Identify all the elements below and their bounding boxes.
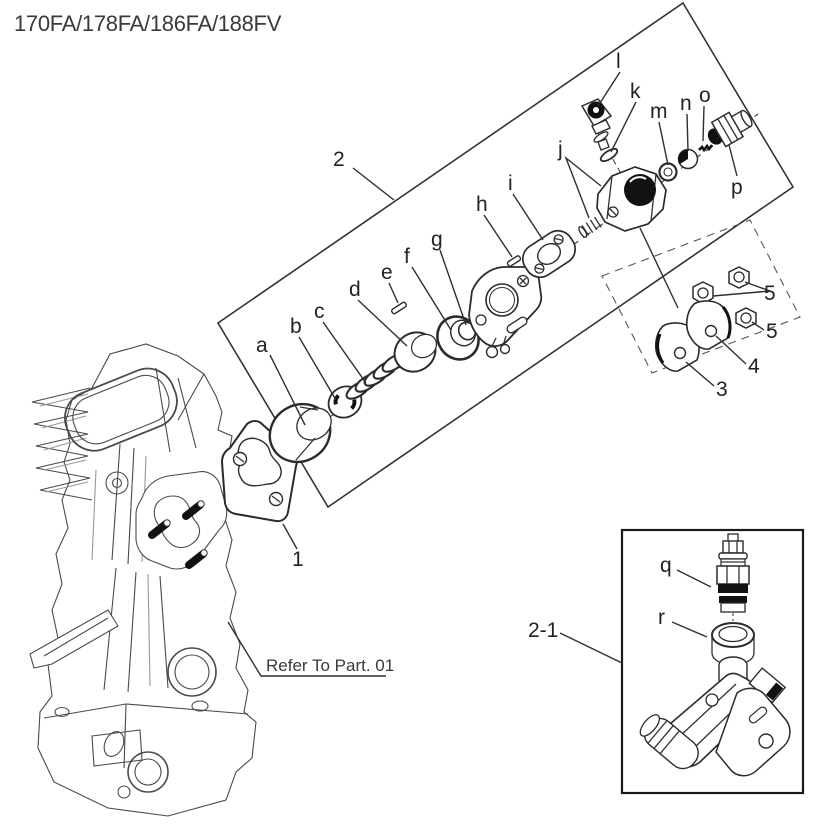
part-q-valve-holder	[717, 534, 749, 612]
label-d: d	[349, 278, 361, 301]
label-g: g	[431, 228, 443, 251]
label-m: m	[650, 100, 668, 123]
label-a: a	[256, 334, 268, 357]
label-4: 4	[748, 355, 760, 378]
label-f: f	[404, 245, 410, 268]
label-r: r	[658, 606, 665, 629]
refer-note-text: Refer To Part. 01	[266, 656, 395, 675]
label-k: k	[630, 80, 641, 103]
leader-2	[353, 168, 394, 200]
part-m-ring	[660, 164, 677, 181]
label-3: 3	[716, 378, 728, 401]
leader-r	[672, 622, 707, 637]
label-i: i	[508, 172, 513, 195]
label-c: c	[314, 300, 325, 323]
label-2-1: 2-1	[528, 619, 559, 642]
part-h-pin	[507, 255, 521, 267]
letter-leaders	[270, 72, 737, 425]
part-e-pin	[391, 302, 407, 315]
label-p: p	[731, 176, 743, 199]
label-1: 1	[292, 548, 304, 571]
inset-pump-assembly	[636, 657, 790, 776]
label-n: n	[680, 92, 692, 115]
leader-q	[677, 570, 711, 587]
label-b: b	[290, 315, 302, 338]
leader-1	[283, 524, 297, 549]
part-l-fitting	[582, 99, 611, 150]
leader-2-1	[560, 633, 622, 663]
leader-4	[716, 336, 746, 364]
label-h: h	[476, 193, 488, 216]
page-title: 170FA/178FA/186FA/188FV	[14, 11, 282, 36]
label-q: q	[660, 554, 672, 577]
pump-mount-line	[640, 228, 678, 308]
part-d-guide	[387, 325, 443, 380]
label-j: j	[558, 138, 563, 161]
nut-5-upper-right	[729, 267, 749, 288]
label-5-lower: 5	[766, 320, 778, 343]
label-5-upper: 5	[764, 282, 776, 305]
refer-note	[228, 622, 394, 676]
part-4-clamp	[687, 301, 730, 349]
leader-3	[686, 362, 714, 386]
label-2: 2	[333, 148, 345, 171]
nut-5-lower	[736, 308, 756, 328]
label-e: e	[381, 261, 393, 284]
engine-crankcase-drawing	[30, 344, 256, 816]
part-n-valve	[679, 150, 698, 169]
part-o-spring	[699, 145, 712, 150]
label-l: l	[616, 50, 621, 73]
label-o: o	[699, 84, 711, 107]
leader-5-lower	[752, 322, 764, 330]
